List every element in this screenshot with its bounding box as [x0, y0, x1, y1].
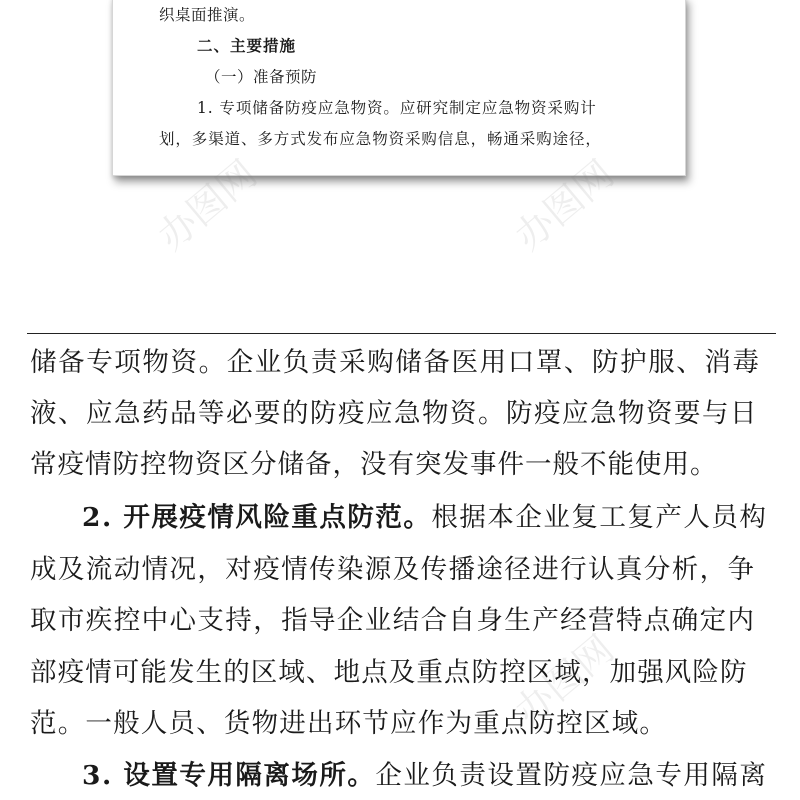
- paragraph-line: 液、应急药品等必要的防疫应急物资。防疫应急物资要与日: [30, 398, 758, 429]
- watermark: 办图网: [149, 151, 266, 259]
- watermark: 办图网: [506, 151, 623, 259]
- watermark: 办图网: [506, 626, 623, 734]
- paragraph-line: [82, 502, 768, 533]
- paragraph-line: 常疫情防控物资区分储备，没有突发事件一般不能使用。: [30, 449, 718, 480]
- preview-line: 织桌面推演。: [159, 6, 256, 24]
- preview-line: 划，多渠道、多方式发布应急物资采购信息，畅通采购途径，: [159, 130, 602, 148]
- document-preview-card: [112, 0, 686, 176]
- divider: [27, 333, 776, 334]
- preview-subheading: （一）准备预防: [205, 68, 318, 86]
- item-title: 2. 开展疫情风险重点防范。: [82, 502, 432, 533]
- paragraph-line: [82, 760, 768, 791]
- paragraph-line: 取市疾控中心支持，指导企业结合自身生产经营特点确定内: [30, 605, 756, 636]
- paragraph-line: 储备专项物资。企业负责采购储备医用口罩、防护服、消毒: [30, 347, 761, 378]
- paragraph-line: 成及流动情况，对疫情传染源及传播途径进行认真分析，争: [30, 554, 756, 585]
- paragraph-line: 范。一般人员、货物进出环节应作为重点防控区域。: [30, 708, 668, 739]
- preview-section-heading: 二、主要措施: [197, 36, 297, 55]
- preview-line: 1. 专项储备防疫应急物资。应研究制定应急物资采购计: [197, 99, 597, 117]
- item-title: 3. 设置专用隔离场所。: [82, 760, 376, 791]
- paragraph-line: 部疫情可能发生的区域、地点及重点防控区域，加强风险防: [30, 657, 748, 688]
- item-text: 根据本企业复工复产人员构: [431, 502, 768, 533]
- item-text: 企业负责设置防疫应急专用隔离: [375, 760, 768, 791]
